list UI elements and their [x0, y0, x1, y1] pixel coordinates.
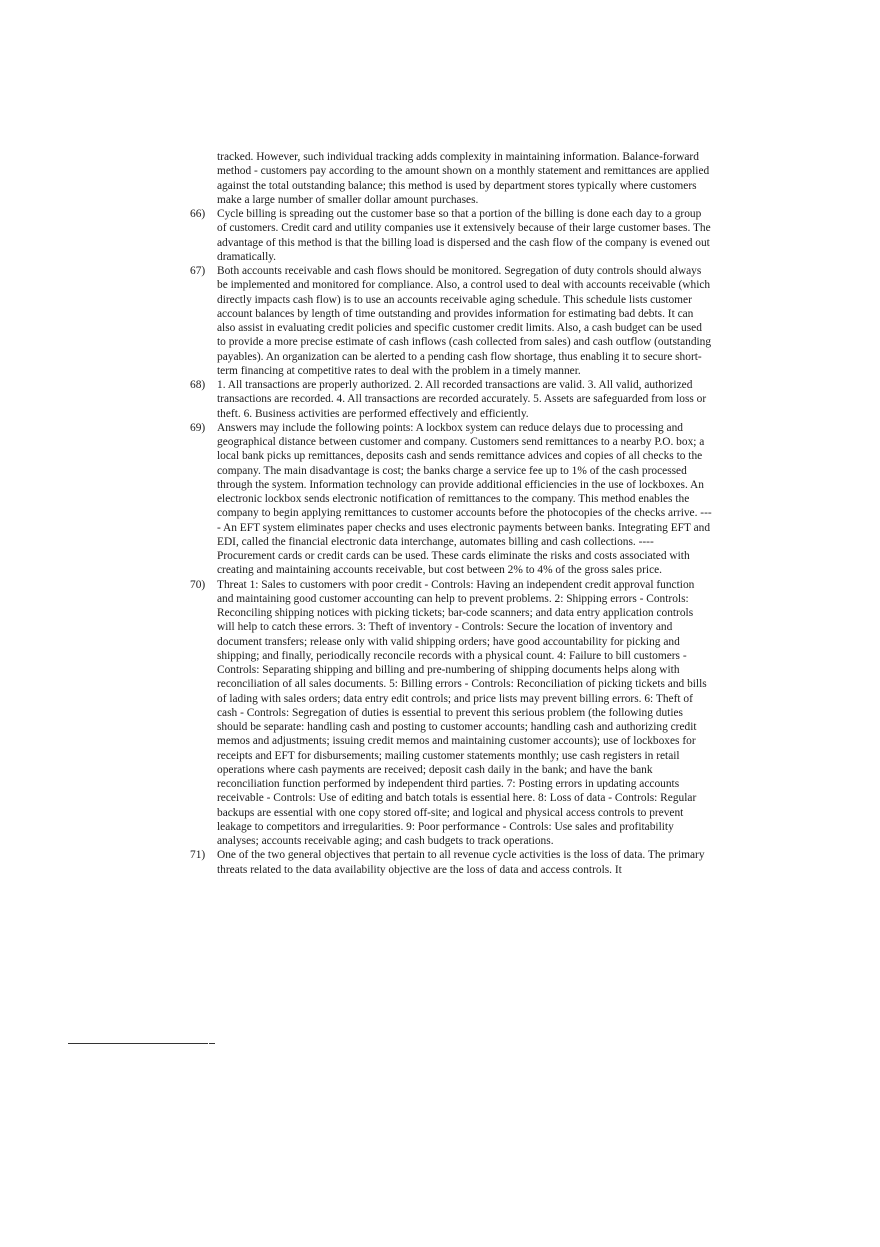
- item-text: Cycle billing is spreading out the customer base so that a portion of the billing is done each day to a group of customers. Credit card and utility companies use it extensively because of their large customer bases. The advantage of this method is that the billing load is dispersed and the cash flow of the company is evened out dramatically.: [217, 208, 711, 263]
- list-item-66: [190, 207, 712, 264]
- footnote-separator-mark: [209, 1043, 215, 1044]
- list-item-68: [190, 378, 712, 421]
- list-item-70: [190, 578, 712, 849]
- item-text: Answers may include the following points: A lockbox system can reduce delays due to processing and geographical distance between customer and company. Customers send remittances to a nearby P.O. box; a local bank picks up remittances, deposits cash and sends remittance advices and copies of all checks to the company. The main disadvantage is cost; the banks charge a service fee up to 1% of the cash processed through the system. Information technology can provide additional efficiencies in the use of lockboxes. An electronic lockbox sends electronic notification of remittances to the company. This method enables the company to begin applying remittances to customer accounts before the photocopies of the checks arrive. ---- An EFT system eliminates paper checks and uses electronic payments between banks. Integrating EFT and EDI, called the financial electronic data interchange, automates billing and cash collections. ---- Procurement cards or credit cards can be used. These cards eliminate the risks and costs associated with creating and maintaining accounts receivable, but cost between 2% to 4% of the gross sales price.: [217, 421, 712, 577]
- item-text: Threat 1: Sales to customers with poor credit - Controls: Having an independent credit approval function and maintaining good customer accounting can help to prevent problems. 2: Shipping errors - Controls: Reconciling shipping notices with picking tickets; bar-code scanners; and data entry application controls will help to catch these errors. 3: Theft of inventory - Controls: Secure the location of inventory and document transfers; release only with valid shipping orders; have good accountability for picking and shipping; and finally, periodically reconcile records with a physical count. 4: Failure to bill customers - Controls: Separating shipping and billing and pre-numbering of shipping documents helps along with reconciliation of all sales documents. 5: Billing errors - Controls: Reconciliation of picking tickets and bills of lading with sales orders; data entry edit controls; and price lists may prevent billing errors. 6: Theft of cash - Controls: Segregation of duties is essential to prevent this serious problem (the following duties should be separate: handling cash and posting to customer accounts; handling cash and authorizing credit memos and adjustments; issuing credit memos and maintaining customer accounts); use of lockboxes for receipts and EFT for disbursements; mailing customer statements monthly; use cash registers in retail operations where cash payments are received; deposit cash daily in the bank; and have the bank reconciliation function performed by independent third parties. 7: Posting errors in updating accounts receivable - Controls: Use of editing and batch totals is essential here. 8: Loss of data - Controls: Regular backups are essential with one copy stored off-site; and logical and physical access controls to prevent leakage to competitors and irregularities. 9: Poor performance - Controls: Use sales and profitability analyses; accounts receivable aging; and cash budgets to track operations.: [217, 578, 707, 847]
- list-item-67: [190, 264, 712, 378]
- item-number: 66): [190, 208, 206, 220]
- continued-paragraph: [190, 150, 712, 207]
- item-number: 68): [190, 379, 206, 391]
- item-text: Both accounts receivable and cash flows should be monitored. Segregation of duty controls should always be implemented and monitored for compliance. Also, a control used to deal with accounts receivable (which directly impacts cash flow) is to use an accounts receivable aging schedule. This schedule lists customer account balances by length of time outstanding and provides information for estimating bad debts. It can also assist in evaluating credit policies and specific customer credit limits. Also, a cash budget can be used to provide a more precise estimate of cash inflows (cash collected from sales) and cash outflow (outstanding payables). An organization can be alerted to a pending cash flow shortage, thus enabling it to secure short-term financing at competitive rates to deal with the problem in a timely manner.: [217, 265, 712, 377]
- answer-list: [190, 150, 712, 877]
- item-text: 1. All transactions are properly authorized. 2. All recorded transactions are valid. 3. All valid, authorized transactions are recorded. 4. All transactions are recorded accurately. 5. Assets are safeguarded from loss or theft. 6. Business activities are performed effectively and efficiently.: [217, 379, 707, 420]
- item-number: 69): [190, 421, 206, 434]
- item-number: 71): [190, 849, 206, 862]
- list-item-71: [190, 848, 712, 877]
- item-number: 70): [190, 578, 206, 591]
- footnote-separator: [68, 1043, 208, 1044]
- continued-text: tracked. However, such individual tracking adds complexity in maintaining information. Balance-forward method - customers pay according to the amount shown on a monthly statement and remittances are applied against the total outstanding balance; this method is used by department stores typically where customers make a large number of smaller dollar amount purchases.: [217, 151, 710, 206]
- list-item-69: [190, 421, 712, 578]
- item-number: 67): [190, 265, 206, 277]
- item-text: One of the two general objectives that pertain to all revenue cycle activities is the loss of data. The primary threats related to the data availability objective are the loss of data and access controls. It: [217, 849, 705, 876]
